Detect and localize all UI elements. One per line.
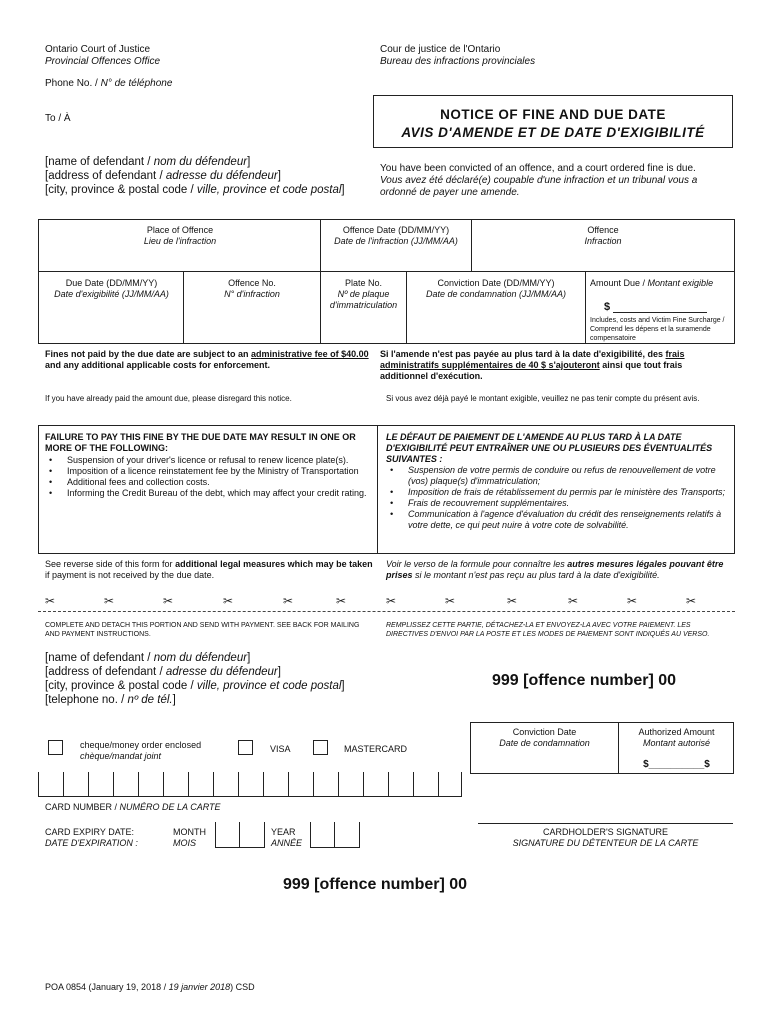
scissors-icon: ✂	[386, 594, 397, 608]
year-label: YEAR ANNÉE	[271, 827, 303, 848]
failure-item-fr: • Suspension de votre permis de conduire ou refus de renouvellement de votre (vos) plaque(s) d'immatriculation;	[386, 465, 731, 487]
expiry-label: CARD EXPIRY DATE: DATE D'EXPIRATION :	[45, 827, 138, 848]
scissors-icon: ✂	[507, 594, 518, 608]
admin-fee-fr: Si l'amende n'est pas payée au plus tard à la date d'exigibilité, des frais administratifs supplémentaires de 40 $ s'ajouteront ainsi que tout frais additionnel d'exécution.	[380, 349, 685, 381]
signature-line[interactable]	[478, 823, 733, 824]
reverse-note-en: See reverse side of this form for additional legal measures which may be taken if payment is not received by the due date.	[45, 559, 373, 580]
reverse-note-fr: Voir le verso de la formule pour connaître les autres mesures légales pouvant être prises si le montant n'est pas reçu au plus tard à la date d'exigibilité.	[386, 559, 724, 580]
offence-label: Offence Infraction	[584, 225, 622, 246]
plate-no-label: Plate No. Nº de plaque d'immatriculation	[329, 278, 398, 310]
failure-en: FAILURE TO PAY THIS FINE BY THE DUE DATE MAY RESULT IN ONE OR MORE OF THE FOLLOWING: • Suspension of your driver's licence or refusal to renew licence plate(s). • Imposition of a licence reinstatement fee by the Ministry of Transportation • Additional fees and collection costs. • Informing the Credit Bureau of the debt, which may affect your credit rating.	[45, 432, 373, 499]
scissors-icon: ✂	[45, 594, 56, 608]
cheque-label: cheque/money order enclosed chèque/mandat joint	[80, 740, 202, 761]
scissors-icon: ✂	[445, 594, 456, 608]
court-name: Ontario Court of Justice Provincial Offences Office	[45, 44, 161, 67]
phone-label: Phone No. / N° de téléphone	[45, 78, 173, 89]
paid-notice-en: If you have already paid the amount due, please disregard this notice.	[45, 394, 292, 403]
visa-checkbox[interactable]	[238, 740, 253, 755]
offence-no-label: Offence No. N° d'infraction	[224, 278, 280, 299]
detach-fr: REMPLISSEZ CETTE PARTIE, DÉTACHEZ-LA ET ENVOYEZ-LA AVEC VOTRE PAIEMENT. LES DIRECTIVES D'ENVOI PAR LA POSTE ET LES MODES DE PAIEMENT SONT INDIQUÉS AU VERSO.	[386, 622, 710, 638]
to-label: To / À	[45, 113, 71, 124]
failure-item-fr: • Frais de recouvrement supplémentaires.	[386, 498, 731, 509]
visa-label: VISA	[270, 744, 291, 754]
amount-due-label: Amount Due / Montant exigible	[590, 278, 714, 288]
month-field[interactable]	[215, 822, 265, 848]
remit-conviction-date-label: Conviction Date Date de condamnation	[499, 727, 590, 748]
title-en: NOTICE OF FINE AND DUE DATE	[440, 107, 666, 122]
paid-notice-fr: Si vous avez déjà payé le montant exigible, veuillez ne pas tenir compte du présent avis.	[386, 394, 700, 403]
failure-item: • Suspension of your driver's licence or refusal to renew licence plate(s).	[45, 455, 373, 466]
defendant-remit-block: [name of defendant / nom du défendeur] [address of defendant / adresse du défendeur] [city, province & postal code / ville, province et code postal] [telephone no. / nº de tél.]	[45, 652, 345, 706]
scissors-icon: ✂	[686, 594, 697, 608]
amount-due-dollar: $	[604, 301, 611, 313]
place-of-offence-label: Place of Offence Lieu de l'infraction	[143, 225, 217, 246]
scissors-icon: ✂	[163, 594, 174, 608]
offence-date-label: Offence Date (DD/MM/YY) Date de l'infraction (JJ/MM/AA)	[334, 225, 458, 246]
cheque-checkbox[interactable]	[48, 740, 63, 755]
conviction-date-label: Conviction Date (DD/MM/YY) Date de condamnation (JJ/MM/AA)	[425, 278, 567, 299]
mastercard-checkbox[interactable]	[313, 740, 328, 755]
failure-item-fr: • Imposition de frais de rétablissement du permis par le ministère des Transports;	[386, 487, 731, 498]
card-number-field[interactable]	[38, 772, 462, 797]
form-footer: POA 0854 (January 19, 2018 / 19 janvier 2018) CSD	[45, 982, 255, 992]
cut-line	[38, 611, 735, 612]
title-fr: AVIS D'AMENDE ET DE DATE D'EXIGIBILITÉ	[401, 125, 705, 140]
scissors-icon: ✂	[336, 594, 347, 608]
admin-fee-en: Fines not paid by the due date are subject to an administrative fee of $40.00 and any additional applicable costs for enforcement.	[45, 349, 369, 370]
includes-note: Includes, costs and Victim Fine Surcharge / Comprend les dépens et la suramende compensatoire	[590, 317, 725, 342]
mastercard-label: MASTERCARD	[344, 744, 408, 754]
failure-item: • Imposition of a licence reinstatement fee by the Ministry of Transportation	[45, 466, 373, 477]
defendant-block: [name of defendant / nom du défendeur] [address of defendant / adresse du défendeur] [city, province & postal code / ville, province et code postal]	[45, 156, 345, 196]
scissors-icon: ✂	[283, 594, 294, 608]
due-date-label: Due Date (DD/MM/YY) Date d'exigibilité (JJ/MM/AA)	[54, 278, 169, 299]
authorized-amount-label: Authorized Amount Montant autorisé	[638, 727, 715, 748]
offence-number-bottom: 999 [offence number] 00	[283, 876, 468, 893]
year-field[interactable]	[310, 822, 360, 848]
court-name-fr: Cour de justice de l'Ontario Bureau des infractions provinciales	[380, 44, 536, 67]
signature-label: CARDHOLDER'S SIGNATURE SIGNATURE DU DÉTENTEUR DE LA CARTE	[512, 827, 699, 848]
failure-item-fr: • Communication à l'agence d'évaluation du crédit des renseignements relatifs à votre dette, ce qui peut nuire à votre cote de solvabilité.	[386, 509, 731, 531]
detach-en: COMPLETE AND DETACH THIS PORTION AND SEND WITH PAYMENT. SEE BACK FOR MAILING AND PAYMENT INSTRUCTIONS.	[45, 622, 360, 638]
conviction-notice: You have been convicted of an offence, and a court ordered fine is due. Vous avez été déclaré(e) coupable d'une infraction et un tribunal vous a ordonné de payer une amende.	[380, 163, 698, 198]
card-number-label: CARD NUMBER / NUMÉRO DE LA CARTE	[45, 802, 221, 812]
month-label: MONTH MOIS	[173, 827, 206, 848]
authorized-amount-field[interactable]: $__________$	[643, 759, 710, 770]
offence-number-remit: 999 [offence number] 00	[492, 672, 677, 689]
scissors-icon: ✂	[223, 594, 234, 608]
failure-fr: LE DÉFAUT DE PAIEMENT DE L'AMENDE AU PLUS TARD À LA DATE D'EXIGIBILITÉ PEUT ENTRAÎNER UNE OU PLUSIEURS DES ÉVENTUALITÉS SUIVANTES : • Suspension de votre permis de conduire ou refus de renouvellement de votre (vos) plaque(s) d'immatriculation; • Imposition de frais de rétablissement du permis par le ministère des Transports; • Frais de recouvrement supplémentaires. • Communication à l'agence d'évaluation du crédit des renseignements relatifs à votre dette, ce qui peut nuire à votre cote de solvabilité.	[386, 432, 731, 531]
title-box	[373, 95, 733, 148]
scissors-icon: ✂	[568, 594, 579, 608]
failure-item: • Additional fees and collection costs.	[45, 477, 373, 488]
failure-item: • Informing the Credit Bureau of the debt, which may affect your credit rating.	[45, 488, 373, 499]
scissors-icon: ✂	[627, 594, 638, 608]
scissors-icon: ✂	[104, 594, 115, 608]
